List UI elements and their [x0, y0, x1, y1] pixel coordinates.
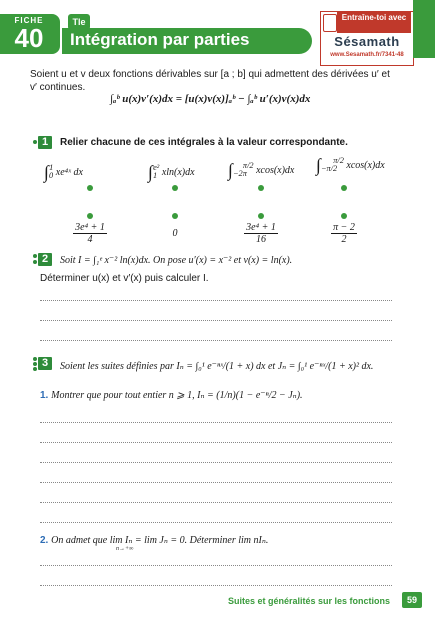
answer-line[interactable] [40, 462, 392, 463]
exercise-2-number: 2 [38, 253, 52, 266]
answer-line[interactable] [40, 482, 392, 483]
sesamath-cta: Entraîne-toi avec [337, 12, 411, 33]
integral-1: $\int_0^1$ xe⁴ˣ dx [44, 162, 83, 182]
exercise-3-number: 3 [38, 357, 52, 370]
exercise-1-statement: Relier chacune de ces intégrales à la valeur correspondante. [60, 137, 348, 148]
phone-icon [323, 14, 337, 32]
value-4: $\frac{\pi - 2}{2}$ [333, 222, 355, 245]
value-1: $\frac{\text{3e⁴ + 1}}{4}$ [75, 222, 105, 245]
intro-text: Soient u et v deux fonctions dérivables sur [a ; b] qui admettent des dérivées u′ et v′ continues. [30, 69, 390, 93]
exercise-3-q1 [40, 390, 303, 401]
answer-line[interactable] [40, 442, 392, 443]
exercise-1-number: 1 [38, 136, 52, 149]
answer-line[interactable] [40, 340, 392, 341]
q1-label: 1. [40, 390, 49, 401]
answer-line[interactable] [40, 320, 392, 321]
exercise-3-badge [32, 357, 52, 370]
integral-2: $\int_1^{e^2}$ xln(x)dx [148, 162, 195, 182]
value-3-dot[interactable] [258, 213, 264, 219]
exercise-2-line1: Soit I = ∫₁ᵉ x⁻² ln(x)dx. On pose u′(x) = x⁻² et v(x) = ln(x). [60, 255, 293, 266]
answer-line[interactable] [40, 502, 392, 503]
fiche-label: FICHE [14, 16, 44, 25]
answer-line[interactable] [40, 565, 392, 566]
integral-3: $\int_{-2\pi}^{\pi/2}$ xcos(x)dx [228, 160, 295, 180]
title-bar [62, 28, 312, 54]
ipp-formula: ∫ₐᵇ u(x)v′(x)dx = [u(x)v(x)]ₐᵇ − ∫ₐᵇ u′(x)v(x)dx [110, 93, 311, 105]
exercise-3-q2 [40, 535, 268, 546]
q1-text: Montrer que pour tout entier n ⩾ 1, Iₙ = (1/n)(1 − e⁻ⁿ/2 − Jₙ). [51, 390, 303, 401]
answer-line[interactable] [40, 422, 392, 423]
integral-4: $\int_{-\pi/2}^{\pi/2}$ xcos(x)dx [316, 155, 385, 175]
answer-line[interactable] [40, 300, 392, 301]
sesamath-url[interactable]: www.Sesamath.fr/7341-48 [330, 52, 404, 58]
fiche-number: 40 [14, 23, 44, 53]
exercise-2-line2: Déterminer u(x) et v′(x) puis calculer I. [40, 273, 209, 284]
exercise-3-intro: Soient les suites définies par Iₙ = ∫₀¹ e⁻ⁿˣ/(1 + x) dx et Jₙ = ∫₀¹ e⁻ⁿˣ/(1 + x)² dx. [60, 361, 374, 372]
sesamath-name: Sésamath [334, 34, 400, 49]
value-1-dot[interactable] [87, 213, 93, 219]
q2-text: On admet que lim Iₙ = lim Jₙ = 0. Déterminer lim nIₙ. [51, 535, 269, 546]
q2-label: 2. [40, 535, 49, 546]
limit-subscript: n→+∞ [116, 546, 134, 552]
value-2: 0 [172, 228, 178, 239]
fiche-badge [0, 14, 60, 54]
exercise-1-badge [32, 136, 52, 149]
page-number: 59 [402, 592, 422, 608]
value-3: $\frac{\text{3e⁴ + 1}}{16}$ [246, 222, 276, 245]
chapter-tab [413, 0, 435, 58]
integral-1-dot[interactable] [87, 185, 93, 191]
page-title: Intégration par parties [70, 30, 250, 49]
answer-line[interactable] [40, 522, 392, 523]
value-4-dot[interactable] [341, 213, 347, 219]
integral-3-dot[interactable] [258, 185, 264, 191]
exercise-2-badge [32, 253, 52, 266]
answer-line[interactable] [40, 585, 392, 586]
sesamath-logo[interactable] [320, 11, 414, 66]
integral-2-dot[interactable] [172, 185, 178, 191]
value-2-dot[interactable] [172, 213, 178, 219]
integral-4-dot[interactable] [341, 185, 347, 191]
level-badge: Tle [68, 14, 90, 30]
footer-chapter: Suites et généralités sur les fonctions [228, 596, 391, 606]
